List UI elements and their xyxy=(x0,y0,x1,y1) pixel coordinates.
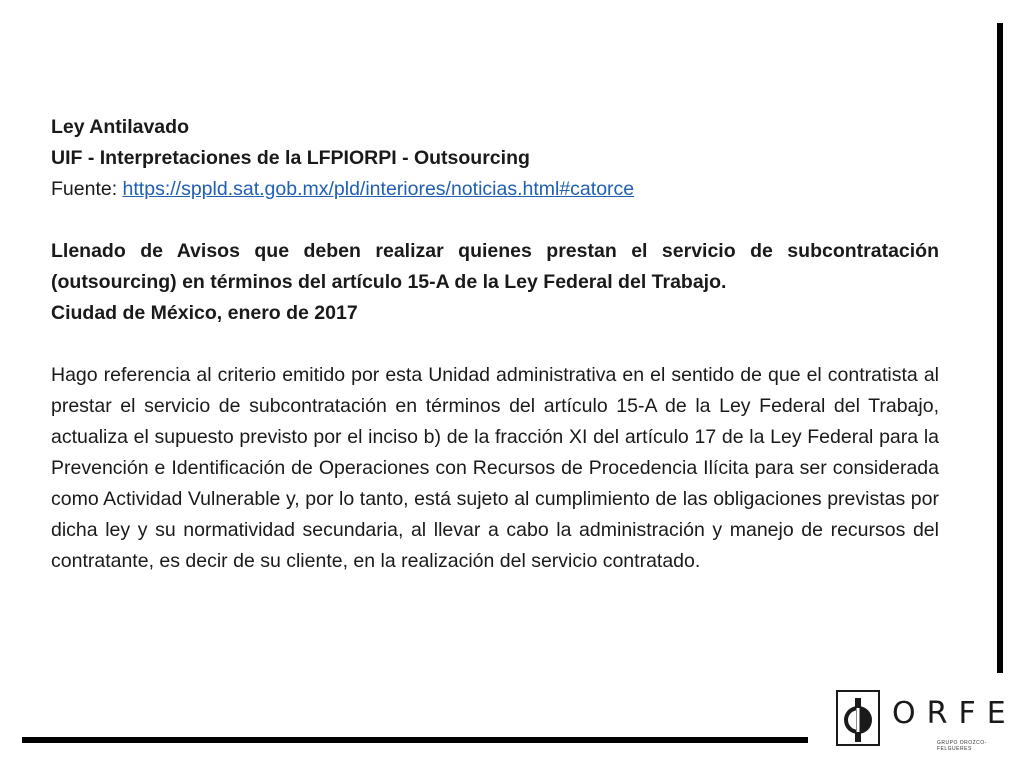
right-border-line xyxy=(997,23,1003,673)
header-subtitle: UIF - Interpretaciones de la LFPIORPI - Outsourcing xyxy=(51,147,530,169)
orfe-logo-icon xyxy=(836,690,880,746)
spacer xyxy=(51,205,939,236)
spacer xyxy=(51,329,939,360)
place-date: Ciudad de México, enero de 2017 xyxy=(51,302,358,324)
body-paragraph: Hago referencia al criterio emitido por esta Unidad administrativa en el sentido de que el contratista al prestar el servicio de subcontratación en términos del artículo 15-A de la Ley Federal del Trabajo, actualiza el supuesto previsto por el inciso b) de la fracción XI del artículo 17 de la Ley Federal para la Prevención e Identificación de Operaciones con Recursos de Procedencia Ilícita para ser considerada como Actividad Vulnerable y, por lo tanto, está sujeto al cumplimiento de las obligaciones previstas por dicha ley y su normatividad secundaria, al llevar a cabo la administración y manejo de recursos del contratante, es decir de su cliente, en la realización del servicio contratado. xyxy=(51,364,939,572)
header-title: Ley Antilavado xyxy=(51,116,189,138)
bottom-border-line xyxy=(22,737,808,743)
source-link[interactable]: https://sppld.sat.gob.mx/pld/interiores/noticias.html#catorce xyxy=(122,178,635,200)
orfe-logo xyxy=(836,690,1017,752)
orfe-wordmark: ORFE xyxy=(892,696,1017,731)
orfe-tagline: GRUPO OROZCO-FELGUERES xyxy=(937,740,987,752)
source-label: Fuente: xyxy=(51,178,123,200)
source-line xyxy=(51,174,939,205)
slide-content xyxy=(51,112,939,577)
subject-title: Llenado de Avisos que deben realizar quienes prestan el servicio de subcontratación (outsourcing) en términos del artículo 15-A de la Ley Federal del Trabajo. xyxy=(51,240,939,293)
